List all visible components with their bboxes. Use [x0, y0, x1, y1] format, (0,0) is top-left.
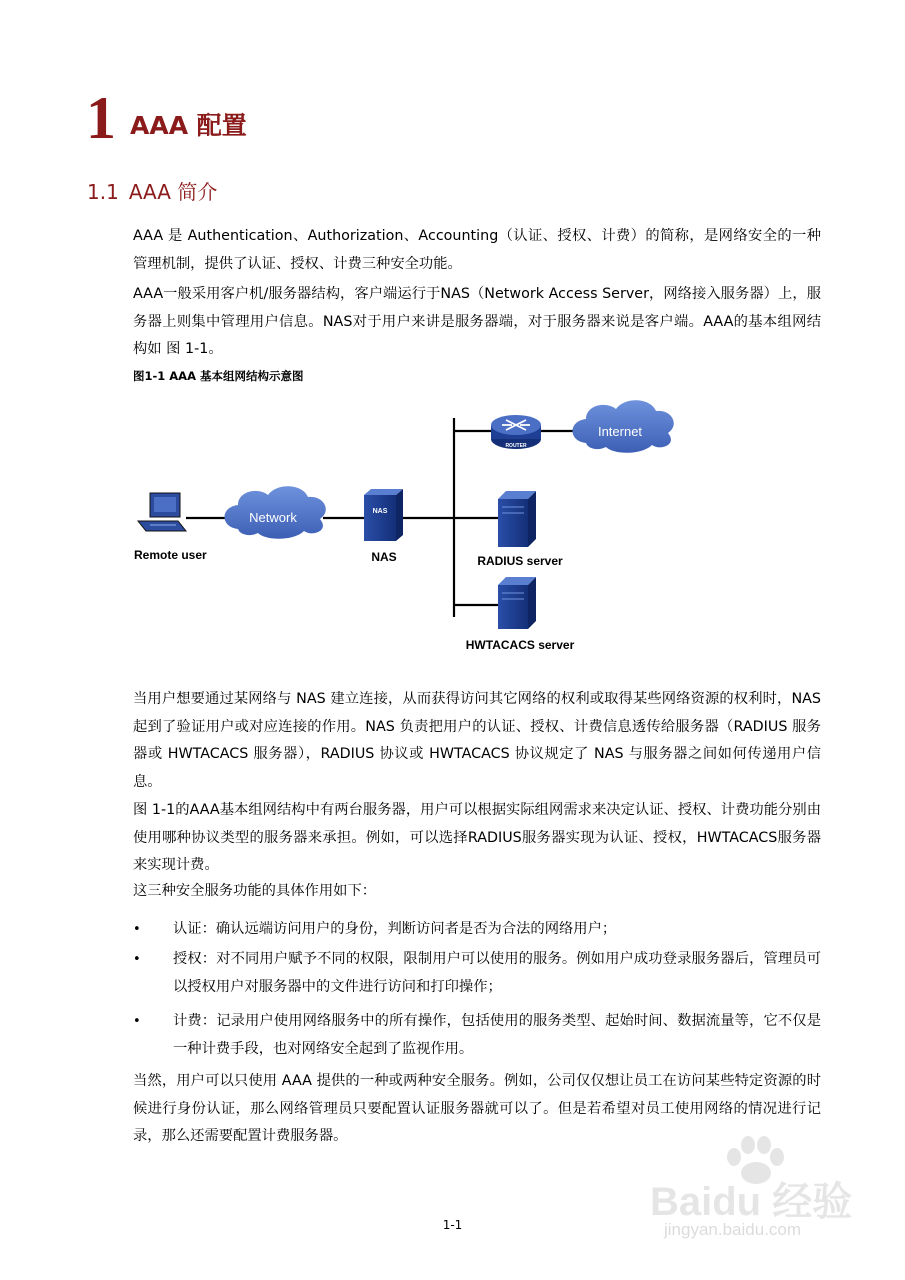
section-heading: [87, 176, 217, 205]
page-number: 1-1: [442, 1218, 463, 1232]
nas-badge: NAS: [372, 508, 388, 515]
network-label: Network: [249, 510, 297, 525]
section-title: AAA 简介: [128, 180, 218, 204]
radius-server-icon: [498, 491, 536, 547]
network-diagram: [120, 395, 680, 670]
computer-icon: [138, 493, 186, 531]
paragraph-intro: AAA 是 Authentication、Authorization、Accounting（认证、授权、计费）的简称，是网络安全的一种管理机制，提供了认证、授权、计费三种安全功能。: [133, 228, 821, 272]
watermark-brand: Baidu 经验: [650, 1180, 853, 1224]
hwtacacs-server-label: HWTACACS server: [465, 638, 575, 652]
paragraph-two-servers: 图 1-1的AAA基本组网结构中有两台服务器，用户可以根据实际组网需求来决定认证、授权、计费功能分别由使用哪种协议类型的服务器来承担。例如，可以选择RADIUS服务器实现为认证、授权，HWTACACS服务器来实现计费。: [133, 802, 821, 873]
list-item: [133, 916, 821, 944]
chapter-number: 1: [86, 85, 116, 151]
baidu-watermark: [650, 1140, 880, 1250]
chapter-heading: [86, 85, 247, 151]
watermark-url: jingyan.baidu.com: [664, 1220, 802, 1239]
nas-label: NAS: [371, 550, 397, 564]
list-item: [133, 946, 821, 1001]
paragraph-functions-intro: 这三种安全服务功能的具体作用如下：: [133, 883, 377, 899]
paragraph-conclusion: 当然，用户可以只使用 AAA 提供的一种或两种安全服务。例如，公司仅仅想让员工在访问某些特定资源的时候进行身份认证，那么网络管理员只要配置认证服务器就可以了。但是若希望对员工使用网络的情况进行记录，那么还需要配置计费服务器。: [133, 1073, 821, 1144]
remote-user-label: Remote user: [134, 548, 207, 562]
hwtacacs-server-icon: [498, 577, 536, 629]
internet-label: Internet: [597, 424, 643, 439]
paragraph-nas-role: 当用户想要通过某网络与 NAS 建立连接，从而获得访问其它网络的权利或取得某些网络资源的权利时，NAS 起到了验证用户或对应连接的作用。NAS 负责把用户的认证、授权、计费信息透传给服务器（RADIUS 服务器或 HWTACACS 服务器），RADIUS 协议或 HWTACACS 协议规定了 NAS 与服务器之间如何传递用户信息。: [133, 691, 821, 790]
figure-caption: 图1-1 AAA 基本组网结构示意图: [133, 369, 304, 383]
list-item-text: 授权：对不同用户赋予不同的权限，限制用户可以使用的服务。例如用户成功登录服务器后，管理员可以授权用户对服务器中的文件进行访问和打印操作；: [173, 951, 821, 995]
bullet-icon: •: [133, 922, 141, 937]
bullet-icon: •: [133, 1014, 141, 1029]
list-item-text: 认证：确认远端访问用户的身份，判断访问者是否为合法的网络用户；: [173, 921, 617, 937]
router-badge: ROUTER: [505, 443, 527, 449]
list-item: [133, 1008, 821, 1063]
bullet-icon: •: [133, 952, 141, 967]
paragraph-structure: AAA一般采用客户机/服务器结构，客户端运行于NAS（Network Access Server，网络接入服务器）上，服务器上则集中管理用户信息。NAS对于用户来讲是服务器端，对于服务器来说是客户端。AAA的基本组网结构如 图 1-1。: [133, 286, 821, 357]
chapter-title: AAA 配置: [130, 111, 247, 140]
nas-device-icon: [364, 489, 403, 541]
section-number: 1.1: [87, 180, 119, 204]
radius-server-label: RADIUS server: [477, 554, 563, 568]
list-item-text: 计费：记录用户使用网络服务中的所有操作，包括使用的服务类型、起始时间、数据流量等，它不仅是一种计费手段，也对网络安全起到了监视作用。: [173, 1013, 821, 1057]
